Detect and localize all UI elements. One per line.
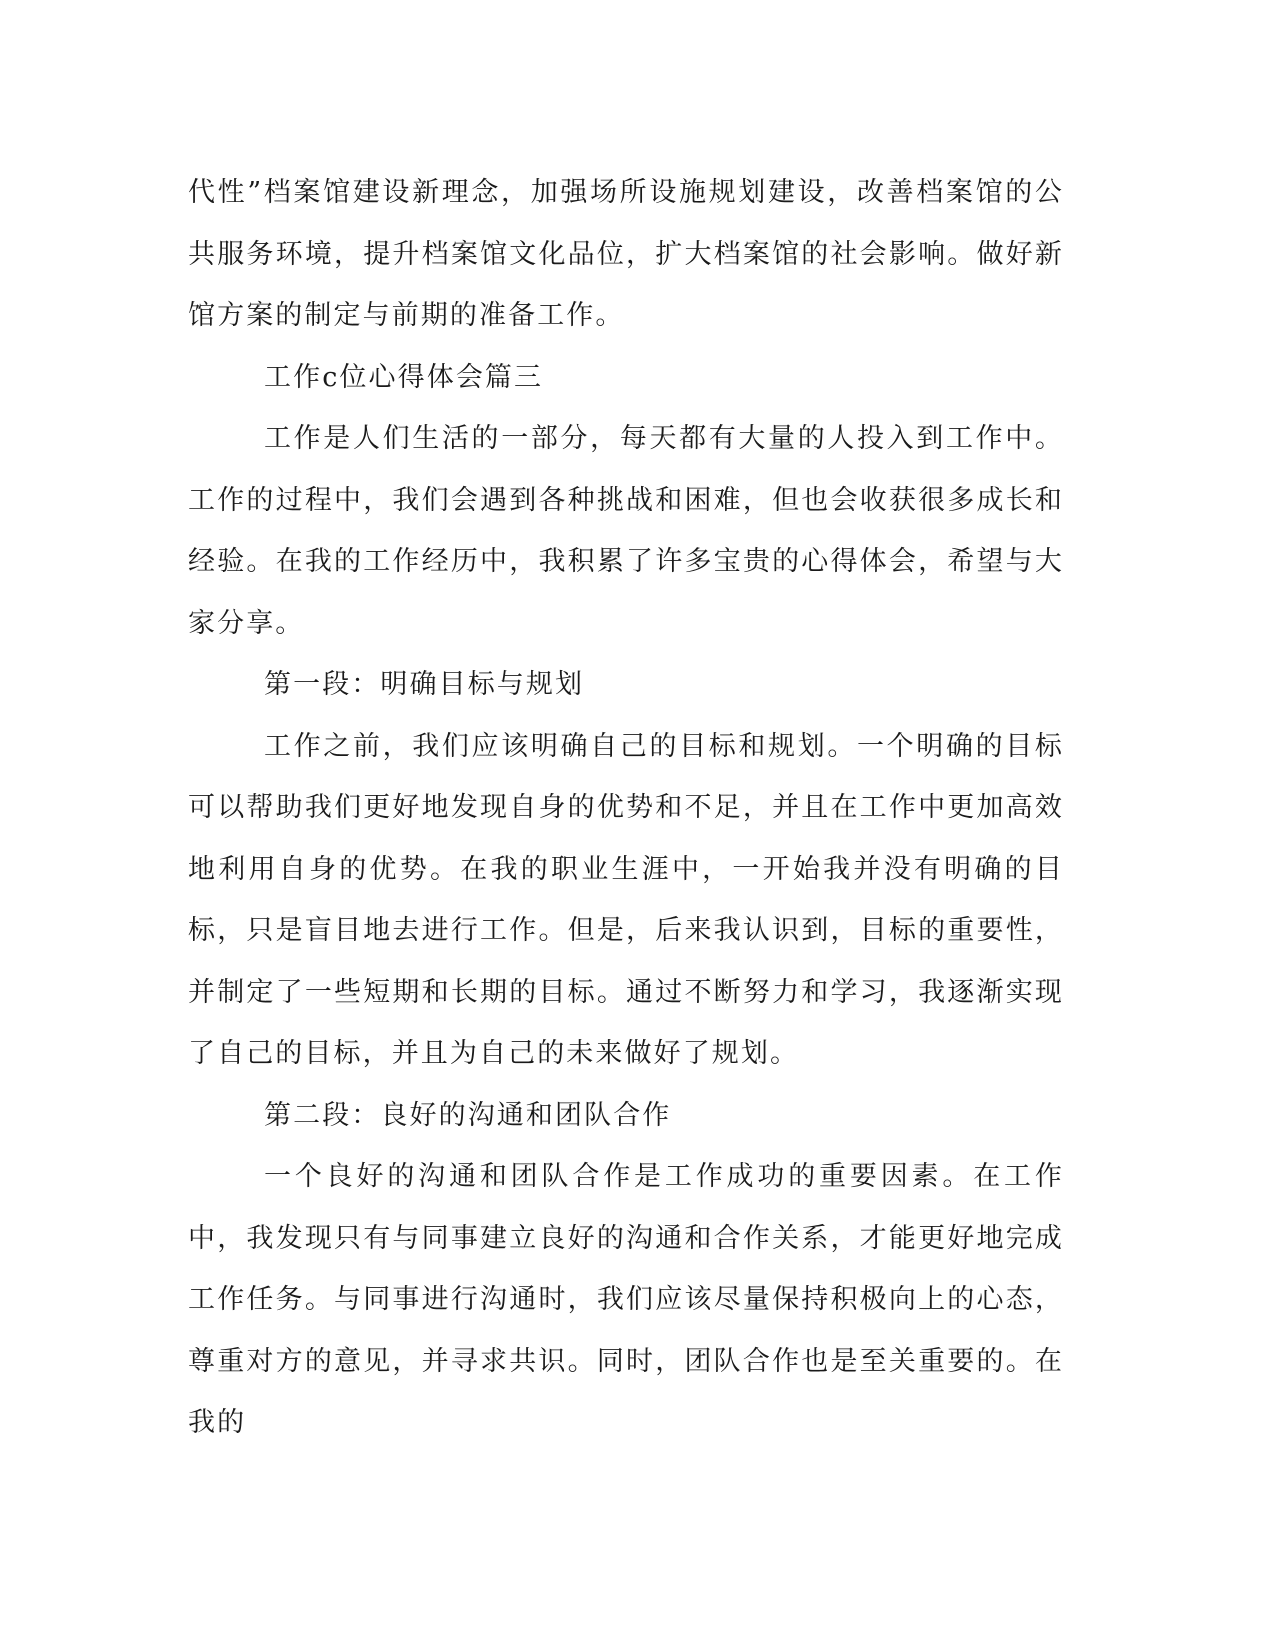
paragraph-goals: 工作之前，我们应该明确自己的目标和规划。一个明确的目标可以帮助我们更好地发现自身的优势和不足，并且在工作中更加高效地利用自身的优势。在我的职业生涯中，一开始我并没有明确的目标，只是盲目地去进行工作。但是，后来我认识到，目标的重要性，并制定了一些短期和长期的目标。通过不断努力和学习，我逐渐实现了自己的目标，并且为自己的未来做好了规划。 — [188, 730, 1064, 1069]
section-heading-2: 第二段：良好的沟通和团队合作 — [264, 1099, 672, 1131]
section-heading-1: 第一段：明确目标与规划 — [264, 669, 585, 700]
paragraph-intro: 工作是人们生活的一部分，每天都有大量的人投入到工作中。工作的过程中，我们会遇到各种挑战和困难，但也会收获很多成长和经验。在我的工作经历中，我积累了许多宝贵的心得体会，希望与大家分享。 — [188, 423, 1064, 639]
document-body — [188, 162, 1064, 1454]
paragraph-teamwork: 一个良好的沟通和团队合作是工作成功的重要因素。在工作中，我发现只有与同事建立良好的沟通和合作关系，才能更好地完成工作任务。与同事进行沟通时，我们应该尽量保持积极向上的心态，尊重对方的意见，并寻求共识。同时，团队合作也是至关重要的。在我的 — [188, 1161, 1064, 1438]
paragraph-continued: 代性”档案馆建设新理念，加强场所设施规划建设，改善档案馆的公共服务环境，提升档案馆文化品位，扩大档案馆的社会影响。做好新馆方案的制定与前期的准备工作。 — [188, 177, 1064, 331]
section-title: 工作c位心得体会篇三 — [264, 361, 544, 393]
